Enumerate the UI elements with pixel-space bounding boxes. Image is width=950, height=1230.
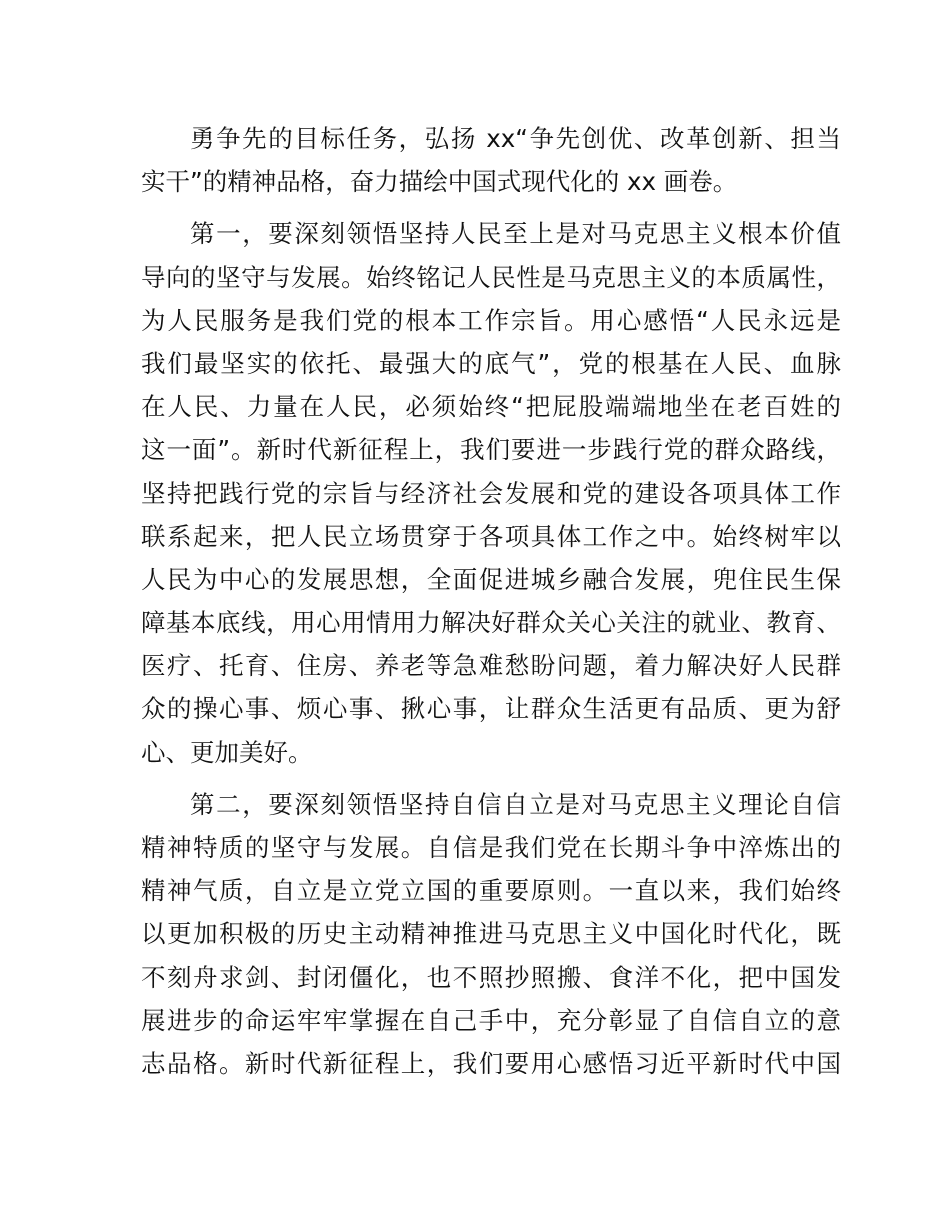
body-text	[141, 117, 841, 1085]
paragraph-first	[141, 212, 841, 773]
paragraph-line: 勇争先的目标任务，弘扬 xx“争先创优、改革创新、担当	[190, 124, 841, 153]
paragraph-line: 坚持把践行党的宗旨与经济社会发展和党的建设各项具体工作	[141, 478, 841, 508]
paragraph-line: 众的操心事、烦心事、揪心事，让群众生活更有品质、更为舒	[141, 694, 841, 724]
paragraph-intro	[141, 117, 841, 203]
paragraph-line: 心、更加美好。	[141, 737, 313, 767]
paragraph-spacer	[141, 203, 841, 212]
paragraph-line: 人民为中心的发展思想，全面促进城乡融合发展，兜住民生保	[141, 564, 841, 594]
paragraph-line: 精神特质的坚守与发展。自信是我们党在长期斗争中淬炼出的	[141, 833, 841, 862]
paragraph-line: 障基本底线，用心用情用力解决好群众关心关注的就业、教育、	[141, 608, 841, 638]
paragraph-spacer	[141, 774, 841, 783]
paragraph-line: 为人民服务是我们党的根本工作宗旨。用心感悟“人民永远是	[141, 305, 841, 335]
paragraph-line: 志品格。新时代新征程上，我们要用心感悟习近平新时代中国	[141, 1048, 841, 1078]
paragraph-line: 这一面”。新时代新征程上，我们要进一步践行党的群众路线，	[141, 435, 841, 465]
paragraph-line: 不刻舟求剑、封闭僵化，也不照抄照搬、食洋不化，把中国发	[141, 962, 841, 992]
paragraph-line: 医疗、托育、住房、养老等急难愁盼问题，着力解决好人民群	[141, 651, 841, 681]
paragraph-line: 精神气质，自立是立党立国的重要原则。一直以来，我们始终	[141, 876, 841, 906]
paragraph-line: 联系起来，把人民立场贯穿于各项具体工作之中。始终树牢以	[141, 521, 841, 551]
paragraph-second	[141, 783, 841, 1085]
paragraph-line: 实干”的精神品格，奋力描绘中国式现代化的 xx 画卷。	[141, 167, 738, 197]
paragraph-line: 第一，要深刻领悟坚持人民至上是对马克思主义根本价值	[190, 219, 841, 249]
paragraph-line: 第二，要深刻领悟坚持自信自立是对马克思主义理论自信	[190, 789, 841, 819]
paragraph-line: 导向的坚守与发展。始终铭记人民性是马克思主义的本质属性，	[141, 262, 841, 292]
paragraph-line: 我们最坚实的依托、最强大的底气”，党的根基在人民、血脉	[141, 348, 841, 378]
paragraph-line: 以更加积极的历史主动精神推进马克思主义中国化时代化，既	[141, 919, 841, 949]
paragraph-line: 展进步的命运牢牢掌握在自己手中，充分彰显了自信自立的意	[141, 1005, 841, 1035]
paragraph-line: 在人民、力量在人民，必须始终“把屁股端端地坐在老百姓的	[141, 392, 841, 422]
